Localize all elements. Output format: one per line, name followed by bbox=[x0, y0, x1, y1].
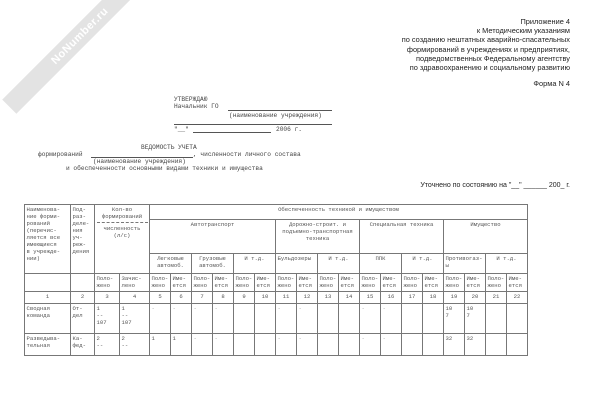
header-item-etc: И т.д. bbox=[486, 254, 528, 274]
header-enrolled: Зачис- лено bbox=[120, 274, 150, 292]
header-required: Поло- жено bbox=[150, 274, 171, 292]
header-available: Име- ется bbox=[465, 274, 486, 292]
value-cell[interactable] bbox=[402, 304, 423, 334]
header-required: Поло- жено bbox=[276, 274, 297, 292]
title-line-suffix: , численности личного состава bbox=[193, 151, 301, 158]
column-number: 2 bbox=[71, 292, 95, 304]
column-number: 21 bbox=[486, 292, 507, 304]
header-required: Поло- жено bbox=[234, 274, 255, 292]
title-line-prefix: формирований bbox=[38, 151, 83, 158]
formation-name-cell[interactable]: Разведыва- тельная bbox=[25, 334, 71, 356]
value-cell[interactable]: - bbox=[276, 304, 297, 334]
header-item-trucks: Грузовые автомоб. bbox=[192, 254, 234, 274]
subdivision-cell[interactable]: От- дел bbox=[71, 304, 95, 334]
appendix-caption bbox=[402, 17, 570, 72]
approval-year: 2006 г. bbox=[276, 126, 302, 133]
header-group-auto: Автотранспорт bbox=[150, 220, 276, 254]
value-cell[interactable] bbox=[234, 304, 255, 334]
column-number: 17 bbox=[402, 292, 423, 304]
date-field-line[interactable] bbox=[193, 132, 271, 133]
value-cell[interactable]: - bbox=[192, 334, 213, 356]
value-cell[interactable] bbox=[339, 334, 360, 356]
formation-name-cell[interactable]: Сводная команда bbox=[25, 304, 71, 334]
value-cell[interactable]: - bbox=[381, 334, 402, 356]
header-required: Поло- жено bbox=[95, 274, 120, 292]
value-cell[interactable] bbox=[402, 334, 423, 356]
column-number: 5 bbox=[150, 292, 171, 304]
value-cell[interactable]: - bbox=[276, 334, 297, 356]
column-number: 12 bbox=[297, 292, 318, 304]
header-available: Име- ется bbox=[507, 274, 528, 292]
header-required: Поло- жено bbox=[444, 274, 465, 292]
value-cell[interactable] bbox=[318, 334, 339, 356]
value-cell[interactable] bbox=[339, 304, 360, 334]
value-cell[interactable]: 1 bbox=[150, 334, 171, 356]
value-cell[interactable] bbox=[255, 304, 276, 334]
column-number: 1 bbox=[25, 292, 71, 304]
header-item-etc: И т.д. bbox=[234, 254, 276, 274]
header-item-ppk: ППК bbox=[360, 254, 402, 274]
column-number: 14 bbox=[339, 292, 360, 304]
column-number: 13 bbox=[318, 292, 339, 304]
value-cell[interactable]: - bbox=[381, 304, 402, 334]
appendix-line: Приложение 4 bbox=[520, 17, 570, 26]
appendix-line: по здравоохранению и социальному развитию bbox=[409, 63, 570, 73]
column-number: 16 bbox=[381, 292, 402, 304]
value-cell[interactable] bbox=[318, 304, 339, 334]
value-cell[interactable] bbox=[486, 334, 507, 356]
value-cell[interactable] bbox=[423, 334, 444, 356]
header-required: Поло- жено bbox=[402, 274, 423, 292]
header-available: Име- ется bbox=[423, 274, 444, 292]
header-item-etc: И т.д. bbox=[402, 254, 444, 274]
header-item-cars: Легковые автомоб. bbox=[150, 254, 192, 274]
header-group-special: Специальная техника bbox=[360, 220, 444, 254]
value-cell[interactable]: 10 7 bbox=[444, 304, 465, 334]
value-cell[interactable]: - bbox=[213, 304, 234, 334]
value-cell[interactable]: - bbox=[171, 304, 192, 334]
header-provision: Обеспеченность техникой и имуществом bbox=[150, 205, 528, 220]
header-required: Поло- жено bbox=[318, 274, 339, 292]
value-cell[interactable]: 2 -- bbox=[95, 334, 120, 356]
column-number: 22 bbox=[507, 292, 528, 304]
header-required: Поло- жено bbox=[486, 274, 507, 292]
value-cell[interactable]: - bbox=[297, 334, 318, 356]
value-cell[interactable] bbox=[507, 334, 528, 356]
value-cell[interactable]: - bbox=[192, 304, 213, 334]
header-available: Име- ется bbox=[297, 274, 318, 292]
header-formation-count: Кол-во формирований численность (л/с) bbox=[95, 205, 150, 274]
approve-label: УТВЕРЖДАЮ bbox=[174, 96, 208, 103]
appendix-line: по созданию нештатных аварийно-спасательных bbox=[401, 35, 570, 45]
value-cell[interactable]: - bbox=[360, 334, 381, 356]
institution-field-line[interactable] bbox=[228, 110, 332, 111]
separator-line bbox=[174, 124, 332, 125]
title-line-2: и обеспеченности основными видами техники и имущества bbox=[66, 165, 263, 172]
column-number: 19 bbox=[444, 292, 465, 304]
header-item-gasmasks: Противогаз- ы bbox=[444, 254, 486, 274]
value-cell[interactable]: 10 7 bbox=[465, 304, 486, 334]
accounting-table bbox=[24, 204, 528, 356]
column-number: 10 bbox=[255, 292, 276, 304]
header-required: Поло- жено bbox=[360, 274, 381, 292]
value-cell[interactable]: 32 bbox=[465, 334, 486, 356]
value-cell[interactable]: - bbox=[150, 304, 171, 334]
value-cell[interactable] bbox=[486, 304, 507, 334]
value-cell[interactable] bbox=[423, 304, 444, 334]
value-cell[interactable] bbox=[234, 334, 255, 356]
header-available: Име- ется bbox=[213, 274, 234, 292]
header-formation-name: Наименова- ние форми- рований (перечис- ляется все имеющиеся в учрежде- нии) bbox=[25, 205, 71, 274]
table-row bbox=[25, 304, 528, 334]
value-cell[interactable]: 1 -- 107 bbox=[95, 304, 120, 334]
value-cell[interactable]: 32 bbox=[444, 334, 465, 356]
header-required: Поло- жено bbox=[192, 274, 213, 292]
header-item-bulldozers: Бульдозеры bbox=[276, 254, 318, 274]
watermark: NoNumber.ru bbox=[2, 0, 158, 114]
date-quote: "__" bbox=[174, 126, 189, 133]
value-cell[interactable]: 1 bbox=[171, 334, 192, 356]
column-number: 7 bbox=[192, 292, 213, 304]
value-cell[interactable]: - bbox=[360, 304, 381, 334]
header-available: Име- ется bbox=[339, 274, 360, 292]
institution-hint: (наименование учреждения) bbox=[229, 112, 322, 119]
column-number: 9 bbox=[234, 292, 255, 304]
table-row bbox=[25, 334, 528, 356]
subdivision-cell[interactable]: Ка- фед- bbox=[71, 334, 95, 356]
updated-as-of: Уточнено по состоянию на "__" ______ 200_ г. bbox=[420, 182, 570, 189]
column-number: 18 bbox=[423, 292, 444, 304]
header-group-property: Имущество bbox=[444, 220, 528, 254]
value-cell[interactable]: 2 -- bbox=[120, 334, 150, 356]
value-cell[interactable]: 1 -- 107 bbox=[120, 304, 150, 334]
value-cell[interactable]: - bbox=[297, 304, 318, 334]
column-number: 8 bbox=[213, 292, 234, 304]
column-number: 3 bbox=[95, 292, 120, 304]
title-institution-hint: (наименование учреждения) bbox=[93, 158, 186, 165]
header-subdivision: Под- раз- деле- ния уч- реж- дения bbox=[71, 205, 95, 274]
appendix-line: формирований в учреждениях и предприятиях, bbox=[406, 44, 570, 54]
column-number: 4 bbox=[120, 292, 150, 304]
form-number: Форма N 4 bbox=[533, 79, 570, 88]
header-group-road: Дорожно-строит. и подъемно-транспортная техника bbox=[276, 220, 360, 254]
header-item-etc: И т.д. bbox=[318, 254, 360, 274]
header-available: Име- ется bbox=[171, 274, 192, 292]
column-number: 20 bbox=[465, 292, 486, 304]
column-number: 11 bbox=[276, 292, 297, 304]
value-cell[interactable]: - bbox=[213, 334, 234, 356]
value-cell[interactable] bbox=[255, 334, 276, 356]
value-cell[interactable] bbox=[507, 304, 528, 334]
document-title: ВЕДОМОСТЬ УЧЕТА bbox=[141, 144, 197, 151]
header-available: Име- ется bbox=[381, 274, 402, 292]
header-available: Име- ется bbox=[255, 274, 276, 292]
head-label: Начальник ГО bbox=[174, 103, 219, 110]
column-number: 15 bbox=[360, 292, 381, 304]
column-number: 6 bbox=[171, 292, 192, 304]
appendix-line: подведомственных Федеральному агентству bbox=[416, 53, 570, 63]
appendix-line: к Методическим указаниям bbox=[476, 26, 570, 36]
